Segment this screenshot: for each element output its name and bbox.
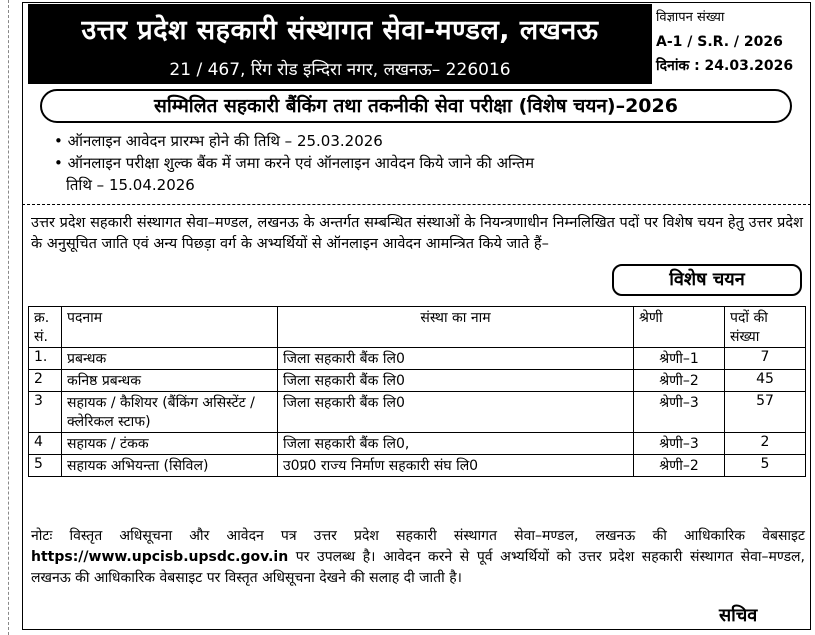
cell-post: सहायक / टंकक [62, 433, 278, 455]
cell-count: 5 [725, 455, 806, 477]
note-text-before: नोटः विस्तृत अधिसूचना और आवेदन पत्र उत्तर प्रदेश सहकारी संस्थागत सेवा–मण्डल, लखनऊ की आधिकारिक वेबसाइट [31, 528, 805, 544]
date-line: • ऑनलाइन परीक्षा शुल्क बैंक में जमा करने एवं ऑनलाइन आवेदन किये जाने की अन्तिम [54, 154, 535, 172]
important-dates [54, 130, 804, 196]
cell-institution: जिला सहकारी बैंक लि0, [278, 433, 634, 455]
cell-serial: 3 [29, 392, 62, 433]
cell-serial: 1. [29, 348, 62, 370]
organization-address: 21 / 467, रिंग रोड इन्दिरा नगर, लखनऊ– 226016 [169, 60, 511, 80]
exam-title: सम्मिलित सहकारी बैंकिंग तथा तकनीकी सेवा परीक्षा (विशेष चयन)–2026 [40, 89, 792, 123]
cell-serial: 4 [29, 433, 62, 455]
advertisement-number: A-1 / S.R. / 2026 [656, 34, 783, 50]
cell-post: सहायक / कैशियर (बैंकिंग असिस्टेंट / क्लेरिकल स्टाफ) [62, 392, 278, 433]
header-count: पदों की संख्या [725, 307, 806, 348]
cell-post: सहायक अभियन्ता (सिविल) [62, 455, 278, 477]
table-header-row [29, 307, 806, 348]
cell-category: श्रेणी–2 [634, 370, 725, 392]
table-row [29, 392, 806, 433]
advertisement-label: विज्ञापन संख्या [656, 10, 725, 25]
cell-institution: जिला सहकारी बैंक लि0 [278, 370, 634, 392]
cell-post: प्रबन्धक [62, 348, 278, 370]
note-text-after: पर उपलब्ध है। आवेदन करने से पूर्व अभ्यर्थियों को उत्तर प्रदेश सहकारी संस्थागत सेवा–मण्डल, लखनऊ की आधिकारिक वेबसाइट पर विस्तृत अधिसूचना देखने की सलाह दी जाती है। [31, 549, 805, 586]
table-row [29, 433, 806, 455]
website-link[interactable]: https://www.upcisb.upsdc.gov.in [31, 549, 289, 565]
organization-name: उत्तर प्रदेश सहकारी संस्थागत सेवा-मण्डल, लखनऊ [81, 15, 599, 46]
advertisement-info [656, 6, 808, 78]
cell-category: श्रेणी–3 [634, 392, 725, 433]
cell-count: 45 [725, 370, 806, 392]
header-post: पदनाम [62, 307, 278, 348]
date-line: • ऑनलाइन आवेदन प्रारम्भ होने की तिथि – 25.03.2026 [54, 132, 383, 150]
date-line-continued: तिथि – 15.04.2026 [66, 176, 195, 194]
cell-institution: जिला सहकारी बैंक लि0 [278, 392, 634, 433]
cell-post: कनिष्ठ प्रबन्धक [62, 370, 278, 392]
cell-institution: जिला सहकारी बैंक लि0 [278, 348, 634, 370]
cell-category: श्रेणी–2 [634, 455, 725, 477]
header-category: श्रेणी [634, 307, 725, 348]
table-row [29, 370, 806, 392]
note-paragraph [31, 526, 805, 589]
advertisement-date: दिनांक : 24.03.2026 [656, 58, 794, 74]
cell-category: श्रेणी–3 [634, 433, 725, 455]
divider [22, 204, 811, 205]
table-row [29, 348, 806, 370]
cell-serial: 5 [29, 455, 62, 477]
header-serial: क्र. सं. [29, 307, 62, 348]
special-selection-badge: विशेष चयन [612, 264, 802, 296]
secretary-signature: सचिव [719, 605, 758, 626]
intro-paragraph: उत्तर प्रदेश सहकारी संस्थागत सेवा–मण्डल, लखनऊ के अन्तर्गत सम्बन्धित संस्थाओं के नियन्त्रणाधीन निम्नलिखित पदों पर विशेष चयन हेतु उत्तर प्रदेश के अनुसूचित जाति एवं अन्य पिछड़ा वर्ग के अभ्यर्थियों से ऑनलाइन आवेदन आमन्त्रित किये जाते हैं– [31, 215, 803, 252]
header-institution: संस्था का नाम [278, 307, 634, 348]
table-row [29, 455, 806, 477]
cell-count: 57 [725, 392, 806, 433]
cell-count: 2 [725, 433, 806, 455]
cell-serial: 2 [29, 370, 62, 392]
posts-table [28, 306, 806, 477]
cut-line [0, 0, 9, 635]
cell-count: 7 [725, 348, 806, 370]
cell-category: श्रेणी–1 [634, 348, 725, 370]
cell-institution: उ0प्र0 राज्य निर्माण सहकारी संघ लि0 [278, 455, 634, 477]
header-banner [28, 4, 652, 84]
